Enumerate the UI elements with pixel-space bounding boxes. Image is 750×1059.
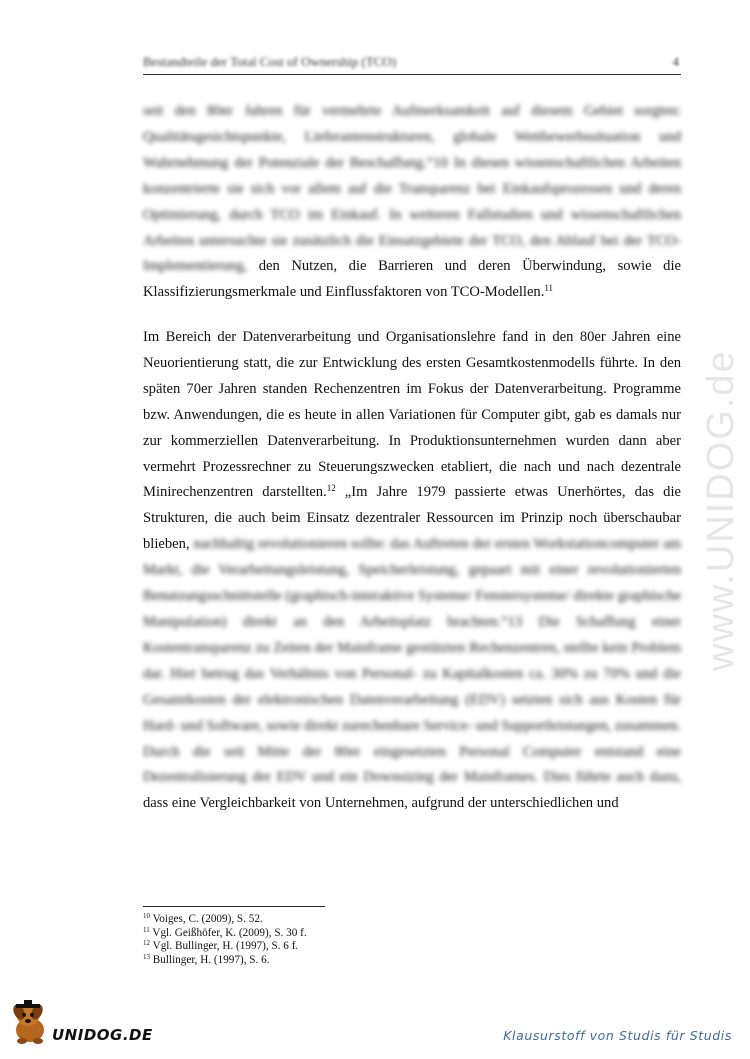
blurred-text: seit den 80er Jahren für vermehrte Aufmerksamkeit auf diesem Gebiet sorgten: Qualitätsgesichtspunkte, Lieferantenstrukturen, globale Wettbewerbssituation und Wahrnehmung der Potenziale der Beschaffung.“10 In diesen wissenschaftlichen Arbeiten konzentrierte sie sich vor allem auf die Transparenz bei Einkaufsprozessen und deren Optimierung, durch TCO im Einkauf. In weiteren Fallstudien und wissenschaftlichen Arbeiten untersuchte sie zusätzlich die Einsatzgebiete der TCO, den Ablauf bei der TCO-Implementierung,: [143, 103, 681, 275]
footnote-separator: [143, 906, 325, 907]
blurred-text: nachhaltig revolutionieren sollte: das Auftreten der ersten Workstationcomputer am Markt, die Verarbeitungsleistung, Speicherleistung, gepaart mit einer revolutionierten Benutzungsschnittstelle (graphisch-interaktive Systeme/ Fenstersysteme/ direkte graphische Manipulation) direkt an den Arbeitsplatz brachten.“13 Die Schaffung einer Kostentransparenz zu Zeiten der Mainframe gestützten Rechenzentren, stellte kein Problem dar. Hier betrug das Verhältnis von Personal- zu Kapitalkosten ca. 30% zu 70% und die Gesamtkosten der elektronischen Datenverarbeitung (EDV) setzten sich aus Kosten für Hard- und Software, sowie direkt zurechenbare Service- und Supportleistungen, zusammen. Durch die seit Mitte der 80er eingesetzten Personal Computer entstand eine Dezentralisierung der EDV und ein Downsizing der Mainframes. Dies führte auch dazu,: [143, 536, 681, 786]
footnote: $^{11}$ Vgl. Geißhöfer, K. (2009), S. 30 f.: [143, 925, 307, 939]
running-header: [143, 52, 681, 75]
footnote: $^{10}$ Voiges, C. (2009), S. 52.: [143, 912, 263, 925]
page-number: 4: [672, 54, 679, 69]
dog-icon: [8, 1000, 52, 1048]
paragraph-1-visible-text: den Nutzen, die Barrieren und deren Überwindung, sowie die Klassifizierungsmerkmale und Einflussfaktoren von TCO-Modellen.: [143, 258, 681, 301]
paragraph-1: [143, 99, 681, 306]
footnote: $^{13}$ Bullinger, H. (1997), S. 6.: [143, 952, 270, 966]
footnote: $^{12}$ Vgl. Bullinger, H. (1997), S. 6 f.: [143, 939, 299, 953]
footnotes: [143, 913, 543, 967]
logo-text: UNIDOG.DE: [52, 1026, 153, 1044]
watermark: www.UNIDOG.de: [700, 349, 742, 671]
paragraph-2: [143, 325, 681, 817]
footnote-ref-11: 11: [544, 283, 554, 294]
header-title: Bestandteile der Total Cost of Ownership (TCO): [143, 54, 397, 69]
quote-text: „Im Jahre 1979 passierte etwas Unerhörtes, das die Strukturen, die auch beim Einsatz dezentraler Ressourcen im Prinzip noch überschaubar blieben,: [143, 484, 681, 553]
footnote-ref-12: 12: [326, 483, 336, 494]
paragraph-2-end-text: dass eine Vergleichbarkeit von Unternehmen, aufgrund der unterschiedlichen und: [143, 795, 619, 812]
paragraph-2-visible-text: Im Bereich der Datenverarbeitung und Organisationslehre fand in den 80er Jahren eine Neuorientierung statt, die zur Entwicklung des ersten Gesamtkostenmodells führte. In den späten 70er Jahren standen Rechenzentren im Fokus der Datenverarbeitung. Programme bzw. Anwendungen, die es heute in allen Variationen für Computer gibt, gab es damals nur zur kommerziellen Datenverarbeitung. In Produktionsunternehmen wurden dann aber vermehrt Prozessrechner zu Steuerungszwecken etabliert, die nach und nach dezentrale Minirechenzentren darstellten.: [143, 329, 681, 501]
unidog-logo[interactable]: [8, 1000, 158, 1048]
tagline: Klausurstoff von Studis für Studis: [503, 1028, 732, 1043]
